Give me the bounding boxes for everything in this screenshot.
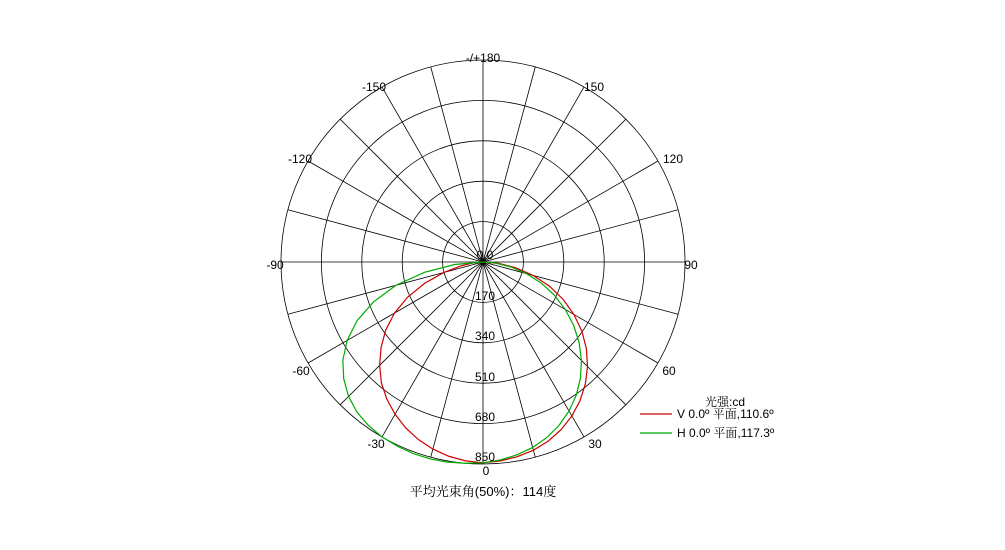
angle-label-180: -/+180 [465,51,501,65]
grid-spoke [483,262,658,363]
angle-label-m150: -150 [361,80,387,94]
legend-entry-v: V 0.0º 平面,110.6º [677,407,774,421]
grid-spoke [483,262,626,405]
grid-spoke [382,262,483,437]
radial-label-340: 340 [474,329,496,343]
grid-spoke [483,262,678,314]
angle-label-150: 150 [583,80,605,94]
grid-spoke [483,67,535,262]
angle-label-m120: -120 [287,152,313,166]
radial-label-170: 170 [474,289,496,303]
radial-label-680: 680 [474,410,496,424]
radial-label-510: 510 [474,370,496,384]
grid-spoke [288,210,483,262]
legend-units-label: 光强:cd [705,395,746,409]
series-curve-h [343,262,582,463]
angle-label-90: 90 [684,258,698,272]
legend [640,394,775,440]
grid-spoke [382,87,483,262]
angle-label-m60: -60 [292,364,310,378]
grid-spoke [340,262,483,405]
grid-spoke [308,161,483,262]
grid-spoke [483,210,678,262]
angle-label-120: 120 [662,152,684,166]
angle-label-m90: -90 [266,258,284,272]
angle-label-0: 0 [482,464,490,478]
angle-label-m30: -30 [367,437,385,451]
legend-entry-h: H 0.0º 平面,117.3º [677,426,775,440]
grid-spoke [483,119,626,262]
grid-spoke [288,262,483,314]
grid-spoke [431,67,483,262]
angle-label-60: 60 [662,364,676,378]
grid-spoke [483,87,584,262]
angle-label-30: 30 [588,437,602,451]
grid-spoke [483,161,658,262]
radial-label-850: 850 [474,450,496,464]
beam-angle-caption: 平均光束角(50%)：114度 [409,484,557,499]
radial-label-0: 0.0 [476,248,494,262]
grid-spoke [340,119,483,262]
